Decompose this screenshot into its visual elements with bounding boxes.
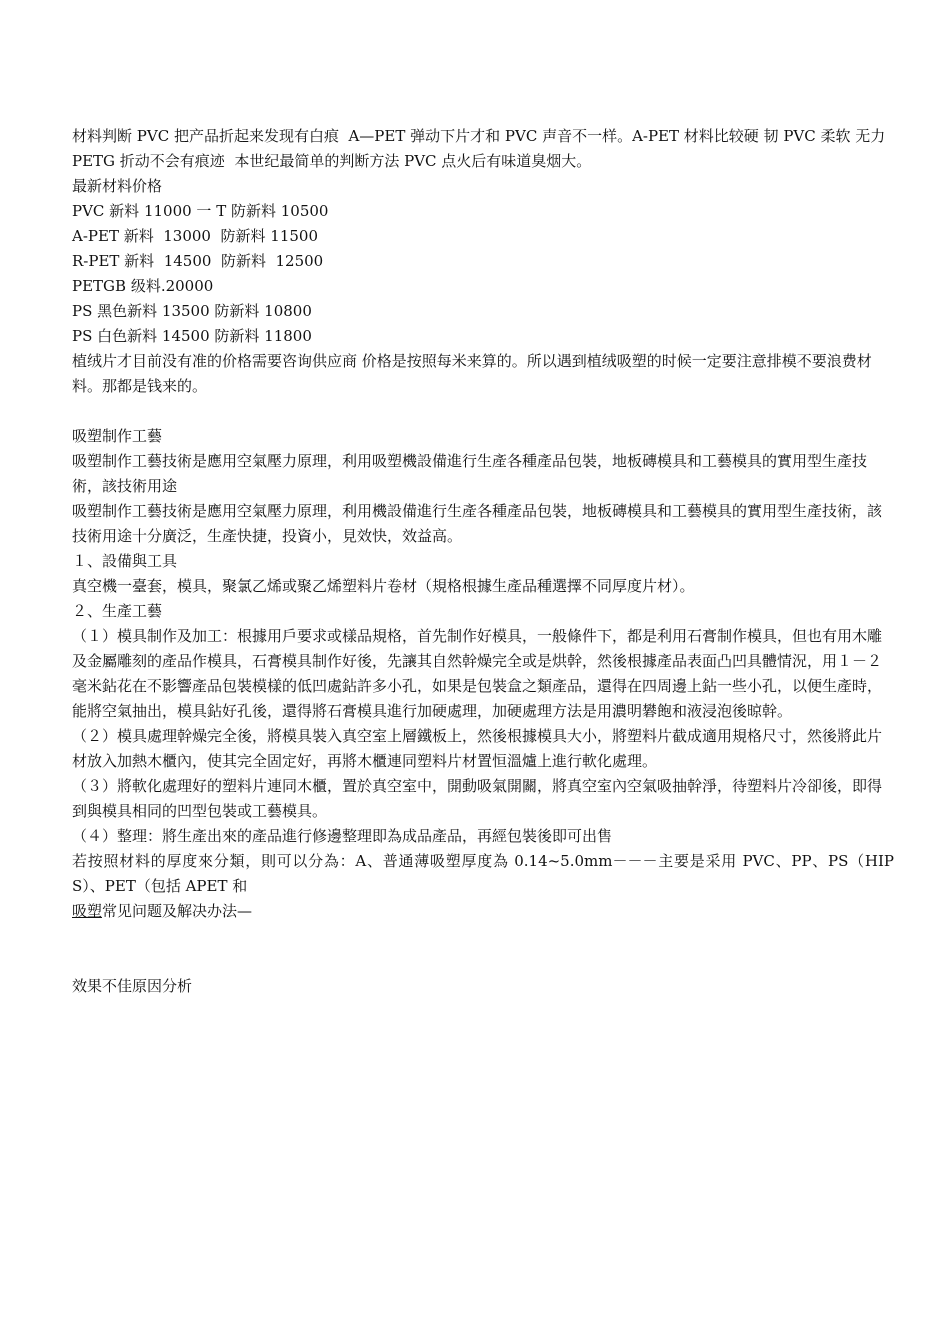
price-line: PS 白色新料 14500 防新料 11800 (72, 327, 312, 345)
process-description-paragraph: 吸塑制作工藝技術是應用空氣壓力原理，利用機設備進行生產各種產品包裝，地板磚模具和工藝模具的實用型生產技術，該技術用途十分廣泛，生產快捷，投資小，見效快，效益高。 (72, 502, 883, 545)
price-line: PS 黑色新料 13500 防新料 10800 (72, 302, 312, 320)
faq-title (72, 899, 894, 924)
process-heading: 吸塑制作工藝 (72, 427, 163, 445)
process-step-1: （１）模具制作及加工：根據用戶要求或樣品規格，首先制作好模具，一般條件下，都是利用石膏制作模具，但也有用木雕及金屬雕刻的產品作模具，石膏模具制作好後，先讓其自然幹燥完全或是烘幹，然後根據產品表面凸凹具體情況，用１－２毫米鉆花在不影響產品包裝模樣的低凹處鉆許多小孔，如果是包裝盒之類產品，還得在四周邊上鉆一些小孔，以便生產時，能將空氣抽出，模具鉆好孔後，還得將石膏模具進行加硬處理，加硬處理方法是用濃明礬飽和液浸泡後晾幹。 (72, 627, 883, 720)
price-line: A-PET 新料 13000 防新料 11500 (72, 227, 318, 245)
section-process-title: ２、生產工藝 (72, 602, 163, 620)
material-judgment-paragraph: 材料判断 PVC 把产品折起来发现有白痕 A—PET 弹动下片才和 PVC 声音不一样。A-PET 材料比较硬 韧 PVC 柔软 无力 PETG 折动不会有痕迹 本世纪最简单的判断方法 PVC 点火后有味道臭烟大。 (72, 127, 891, 170)
price-line: PVC 新料 11000 一 T 防新料 10500 (72, 202, 329, 220)
spacer (72, 399, 894, 424)
process-step-4: （４）整理：將生產出來的產品進行修邊整理即為成品產品，再經包裝後即可出售 (72, 827, 613, 845)
process-step-3: （３）將軟化處理好的塑料片連同木櫃，置於真空室中，開動吸氣開關，將真空室內空氣吸抽幹淨，待塑料片冷卻後，即得到與模具相同的凹型包裝或工藝模具。 (72, 777, 883, 820)
price-line: R-PET 新料 14500 防新料 12500 (72, 252, 324, 270)
process-step-2: （２）模具處理幹燥完全後，將模具裝入真空室上層鐵板上，然後根據模具大小，將塑料片截成適用規格尺寸，然後將此片材放入加熱木櫃內，使其完全固定好，再將木櫃連同塑料片材置恒溫爐上進行軟化處理。 (72, 727, 883, 770)
price-heading: 最新材料价格 (72, 177, 163, 195)
section-equipment-body: 真空機一臺套，模具，聚氯乙烯或聚乙烯塑料片卷材（規格根據生產品種選擇不同厚度片材）。 (72, 577, 695, 595)
faq-link[interactable]: 吸塑 (72, 902, 103, 920)
flocking-price-note: 植绒片才目前没有准的价格需要咨询供应商 价格是按照每米来算的。所以遇到植绒吸塑的时候一定要注意排模不要浪费材料。那都是钱来的。 (72, 352, 872, 395)
thickness-classification: 若按照材料的厚度來分類，則可以分為：A、普通薄吸塑厚度為 0.14~5.0mm－－－主要是采用 PVC、PP、PS（HIPS）、PET（包括 APET 和 (72, 852, 894, 895)
price-line: PETGB 级料.20000 (72, 277, 214, 295)
faq-title-rest: 常见问题及解决办法— (102, 902, 253, 920)
document-page (72, 124, 894, 999)
analysis-heading: 效果不佳原因分析 (72, 977, 193, 995)
section-equipment-title: １、設備與工具 (72, 552, 178, 570)
spacer (72, 924, 894, 974)
process-intro-paragraph: 吸塑制作工藝技術是應用空氣壓力原理，利用吸塑機設備進行生產各種產品包裝，地板磚模具和工藝模具的實用型生產技術，該技術用途 (72, 452, 868, 495)
